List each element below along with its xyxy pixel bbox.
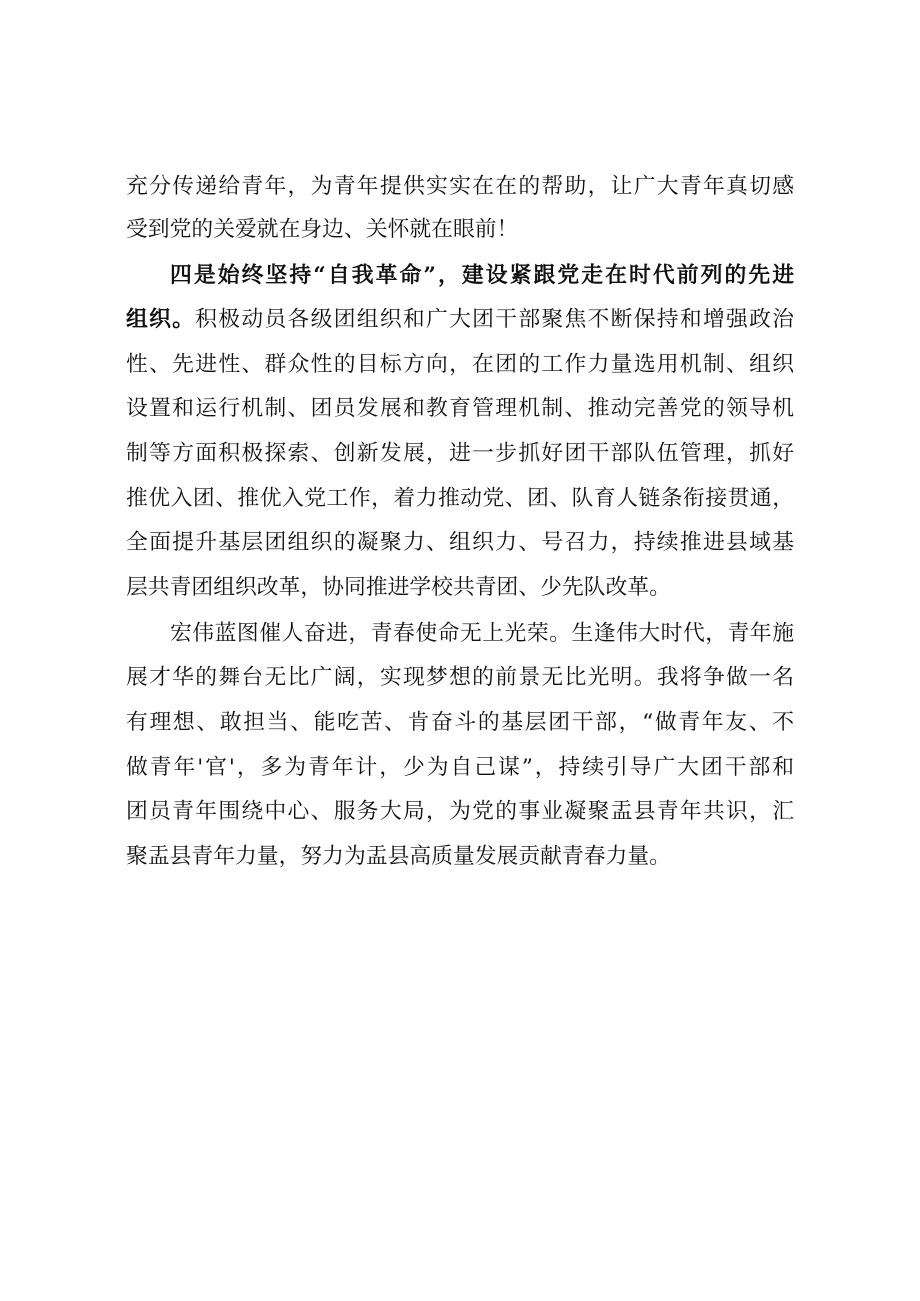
paragraph-line: 有理想、敢担当、能吃苦、肯奋斗的基层团干部，“做青年友、不 (126, 710, 794, 735)
paragraph-heading-end: 组织。 (126, 307, 196, 332)
paragraph-line: 展才华的舞台无比广阔，实现梦想的前景无比光明。我将争做一名 (126, 665, 794, 690)
paragraph-line: 设置和运行机制、团员发展和教育管理机制、推动完善党的领导机 (126, 396, 794, 421)
paragraph-line: 推优入团、推优入党工作，着力推动党、团、队育人链条衔接贯通， (126, 486, 794, 511)
paragraph-line: 全面提升基层团组织的凝聚力、组织力、号召力，持续推进县域基 (126, 530, 794, 555)
paragraph-line: 做青年'官'，多为青年计，少为自己谋”，持续引导广大团干部和 (126, 755, 794, 780)
paragraph-heading-line: 四是始终坚持“自我革命”，建设紧跟党走在时代前列的先进 (170, 263, 794, 288)
paragraph-line: 聚盂县青年力量，努力为盂县高质量发展贡献青春力量。 (126, 844, 671, 869)
paragraph-line: 团员青年围绕中心、服务大局，为党的事业凝聚盂县青年共识，汇 (126, 799, 794, 824)
paragraph-line: 性、先进性、群众性的目标方向，在团的工作力量选用机制、组织 (126, 352, 794, 377)
paragraph-line: 充分传递给青年，为青年提供实实在在的帮助，让广大青年真切感 (126, 174, 794, 199)
paragraph-line: 制等方面积极探索、创新发展，进一步抓好团干部队伍管理，抓好 (126, 441, 794, 466)
paragraph-line-rest: 积极动员各级团组织和广大团干部聚焦不断保持和增强政治 (195, 307, 794, 332)
paragraph-line: 层共青团组织改革，协同推进学校共青团、少先队改革。 (126, 575, 671, 600)
paragraph-line: 受到党的关爱就在身边、关怀就在眼前！ (126, 217, 519, 242)
paragraph-line (126, 305, 794, 335)
paragraph-line: 宏伟蓝图催人奋进，青春使命无上光荣。生逢伟大时代，青年施 (170, 621, 794, 646)
